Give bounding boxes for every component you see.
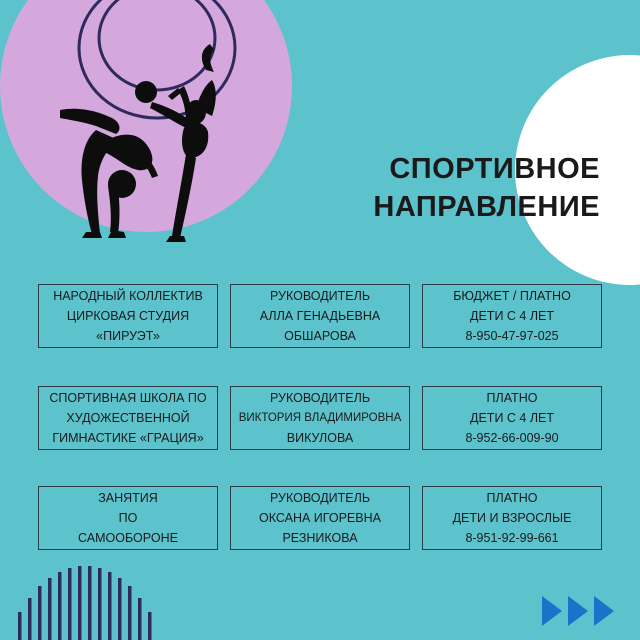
card-text-line: РЕЗНИКОВА [282, 531, 358, 545]
card-gymnastics-school-name [38, 386, 218, 450]
card-self-defense-leader [230, 486, 410, 550]
title-line-1: СПОРТИВНОЕ [389, 153, 600, 185]
card-text-line: «ПИРУЭТ» [96, 329, 160, 343]
card-text-line: РУКОВОДИТЕЛЬ [269, 491, 371, 505]
card-text-line: НАРОДНЫЙ КОЛЛЕКТИВ [53, 289, 203, 303]
card-self-defense-name [38, 486, 218, 550]
forward-arrows-icon [542, 596, 620, 626]
card-text-line: ДЕТИ И ВЗРОСЛЫЕ [452, 511, 572, 525]
page-title [373, 150, 600, 226]
card-text-line: РУКОВОДИТЕЛЬ [269, 289, 371, 303]
card-text-line: ДЕТИ С 4 ЛЕТ [470, 411, 554, 425]
card-text-line: ПЛАТНО [486, 491, 538, 505]
card-text-line: ЗАНЯТИЯ [98, 491, 158, 505]
card-self-defense-info [422, 486, 602, 550]
card-text-line: ЦИРКОВАЯ СТУДИЯ [66, 309, 190, 323]
card-text-line: ВИКТОРИЯ ВЛАДИМИРОВНА [238, 412, 402, 424]
card-text-line: ПО [118, 511, 138, 525]
card-text-line: АЛЛА ГЕНАДЬЕВНА [259, 309, 381, 323]
card-circus-studio-name [38, 284, 218, 348]
card-text-line: ДЕТИ С 4 ЛЕТ [470, 309, 554, 323]
title-line-2: НАПРАВЛЕНИЕ [373, 191, 600, 223]
card-circus-studio-leader [230, 284, 410, 348]
card-gymnastics-school-info [422, 386, 602, 450]
card-text-line: ОБШАРОВА [284, 329, 356, 343]
card-text-line: РУКОВОДИТЕЛЬ [269, 391, 371, 405]
card-text-line: ПЛАТНО [486, 391, 538, 405]
card-text-line: БЮДЖЕТ / ПЛАТНО [453, 289, 571, 303]
gymnasts-illustration [0, 0, 300, 260]
card-text-line: СПОРТИВНАЯ ШКОЛА ПО [49, 391, 207, 405]
card-text-line: ОКСАНА ИГОРЕВНА [259, 511, 381, 525]
phone-number: 8-950-47-97-025 [465, 329, 559, 343]
card-text-line: ГИМНАСТИКЕ «ГРАЦИЯ» [52, 431, 204, 445]
card-circus-studio-info [422, 284, 602, 348]
card-text-line: ВИКУЛОВА [286, 431, 354, 445]
card-gymnastics-school-leader [230, 386, 410, 450]
card-text-line: САМООБОРОНЕ [78, 531, 178, 545]
decorative-bars [0, 560, 180, 640]
phone-number: 8-952-66-009-90 [465, 431, 559, 445]
card-text-line: ХУДОЖЕСТВЕННОЙ [66, 411, 190, 425]
phone-number: 8-951-92-99-661 [465, 531, 559, 545]
